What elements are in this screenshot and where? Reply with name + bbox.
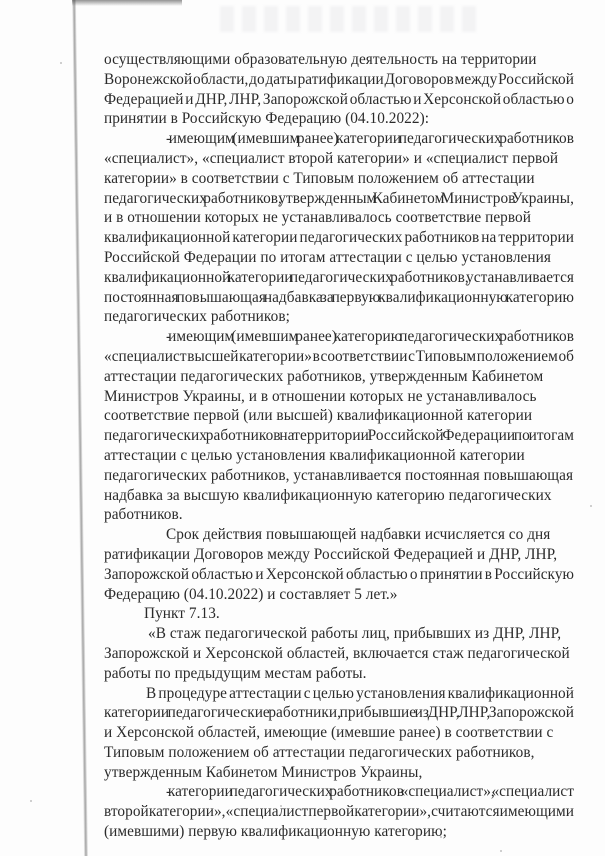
- text-line: Воронежской области, до даты ратификации Договоров между Российской: [104, 70, 574, 88]
- text-line: Типовым положением об аттестации педагогических работников,: [104, 743, 535, 761]
- text-line: Запорожской областью и Херсонской областью о принятии в Российскую: [104, 565, 574, 583]
- page-edge-shadow: [72, 0, 88, 856]
- scan-speck: [30, 800, 32, 802]
- text-line: Срок действия повышающей надбавки исчисляется со дня: [166, 526, 551, 544]
- text-line: принятии в Российскую Федерацию (04.10.2022):: [104, 110, 430, 128]
- top-edge-shadow: [72, 0, 182, 6]
- paragraph-clause-experience: [104, 624, 574, 683]
- text-line: - имеющим (имевшим ранее) категорию педагогических работников: [166, 328, 574, 346]
- text-line: квалификационной категории педагогических работников, устанавливается: [104, 268, 574, 286]
- text-line: «В стаж педагогической работы лиц, прибывших из ДНР, ЛНР,: [148, 625, 562, 643]
- text-line: Пункт 7.13.: [144, 605, 220, 623]
- scan-speck: [590, 505, 592, 507]
- text-line: квалификационной категории педагогических работников на территории: [104, 229, 574, 247]
- text-line: - категории педагогических работников «специалист», «специалист: [166, 783, 574, 801]
- scan-speck: [60, 62, 62, 64]
- paragraph-item-highest-category: [104, 327, 574, 525]
- text-line: категории» в соответствии с Типовым положением об аттестации: [104, 169, 535, 187]
- text-line: утвержденным Кабинетом Министров Украины,: [104, 763, 423, 781]
- text-line: Запорожской и Херсонской областей, включается стаж педагогической: [104, 644, 570, 662]
- text-line: «специалист высшей категории» в соответствии с Типовым положением об: [104, 347, 574, 365]
- text-line: Федерацией и ДНР, ЛНР, Запорожской областью и Херсонской областью о: [104, 90, 574, 108]
- text-line: надбавка за высшую квалификационную категорию педагогических: [104, 486, 552, 504]
- document-body: [104, 50, 574, 842]
- text-line: - имеющим (имевшим ранее) категории педагогических работников: [166, 130, 574, 148]
- text-line: категории педагогические работники, прибывшие из ДНР, ЛНР, Запорожской: [104, 704, 574, 722]
- paragraph-intro-continuation: [104, 50, 574, 129]
- paragraph-clause-attestation: [104, 684, 574, 783]
- text-line: ратификации Договоров между Российской Федерацией и ДНР, ЛНР,: [104, 545, 558, 563]
- scan-speck: [500, 850, 502, 852]
- text-line: В процедуре аттестации с целью установления квалификационной: [146, 684, 574, 702]
- text-line: Федерацию (04.10.2022) и составляет 5 лет.»: [104, 585, 398, 603]
- text-line: аттестации педагогических работников, утвержденным Кабинетом: [104, 367, 544, 385]
- text-line: постоянная повышающая надбавка за первую квалификационную категорию: [104, 288, 574, 306]
- text-line: работы по предыдущим местам работы.: [104, 664, 367, 682]
- text-line: второй категории», «специалист первой категории», считаются имеющими: [104, 803, 574, 821]
- text-line: педагогических работников, утвержденным Кабинетом Министров Украины,: [104, 189, 574, 207]
- text-line: Российской Федерации по итогам аттестации с целью установления: [104, 248, 551, 266]
- paragraph-item-first-category: [104, 129, 574, 327]
- text-line: педагогических работников на территории Российской Федерации по итогам: [104, 427, 574, 445]
- text-line: педагогических работников, устанавливается постоянная повышающая: [104, 466, 574, 484]
- clause-heading: [104, 604, 574, 624]
- text-line: работников.: [104, 506, 183, 524]
- paragraph-item-categories-equivalent: [104, 782, 574, 841]
- text-line: педагогических работников;: [104, 308, 290, 326]
- text-line: соответствие первой (или высшей) квалификационной категории: [104, 407, 533, 425]
- text-line: «специалист», «специалист второй категории» и «специалист первой: [104, 149, 559, 167]
- text-line: осуществляющими образовательную деятельность на территории: [104, 51, 537, 68]
- text-line: и в отношении которых не устанавливалось соответствие первой: [104, 209, 531, 227]
- text-line: и Херсонской областей, имеющие (имевшие ранее) в соответствии с: [104, 724, 554, 742]
- text-line: Министров Украины, и в отношении которых не устанавливалось: [104, 387, 537, 405]
- paragraph-term: [104, 525, 574, 604]
- bleed-through-text: [220, 6, 480, 32]
- text-line: аттестации с целью установления квалификационной категории: [104, 446, 525, 464]
- text-line: (имевшими) первую квалификационную категорию;: [104, 823, 447, 841]
